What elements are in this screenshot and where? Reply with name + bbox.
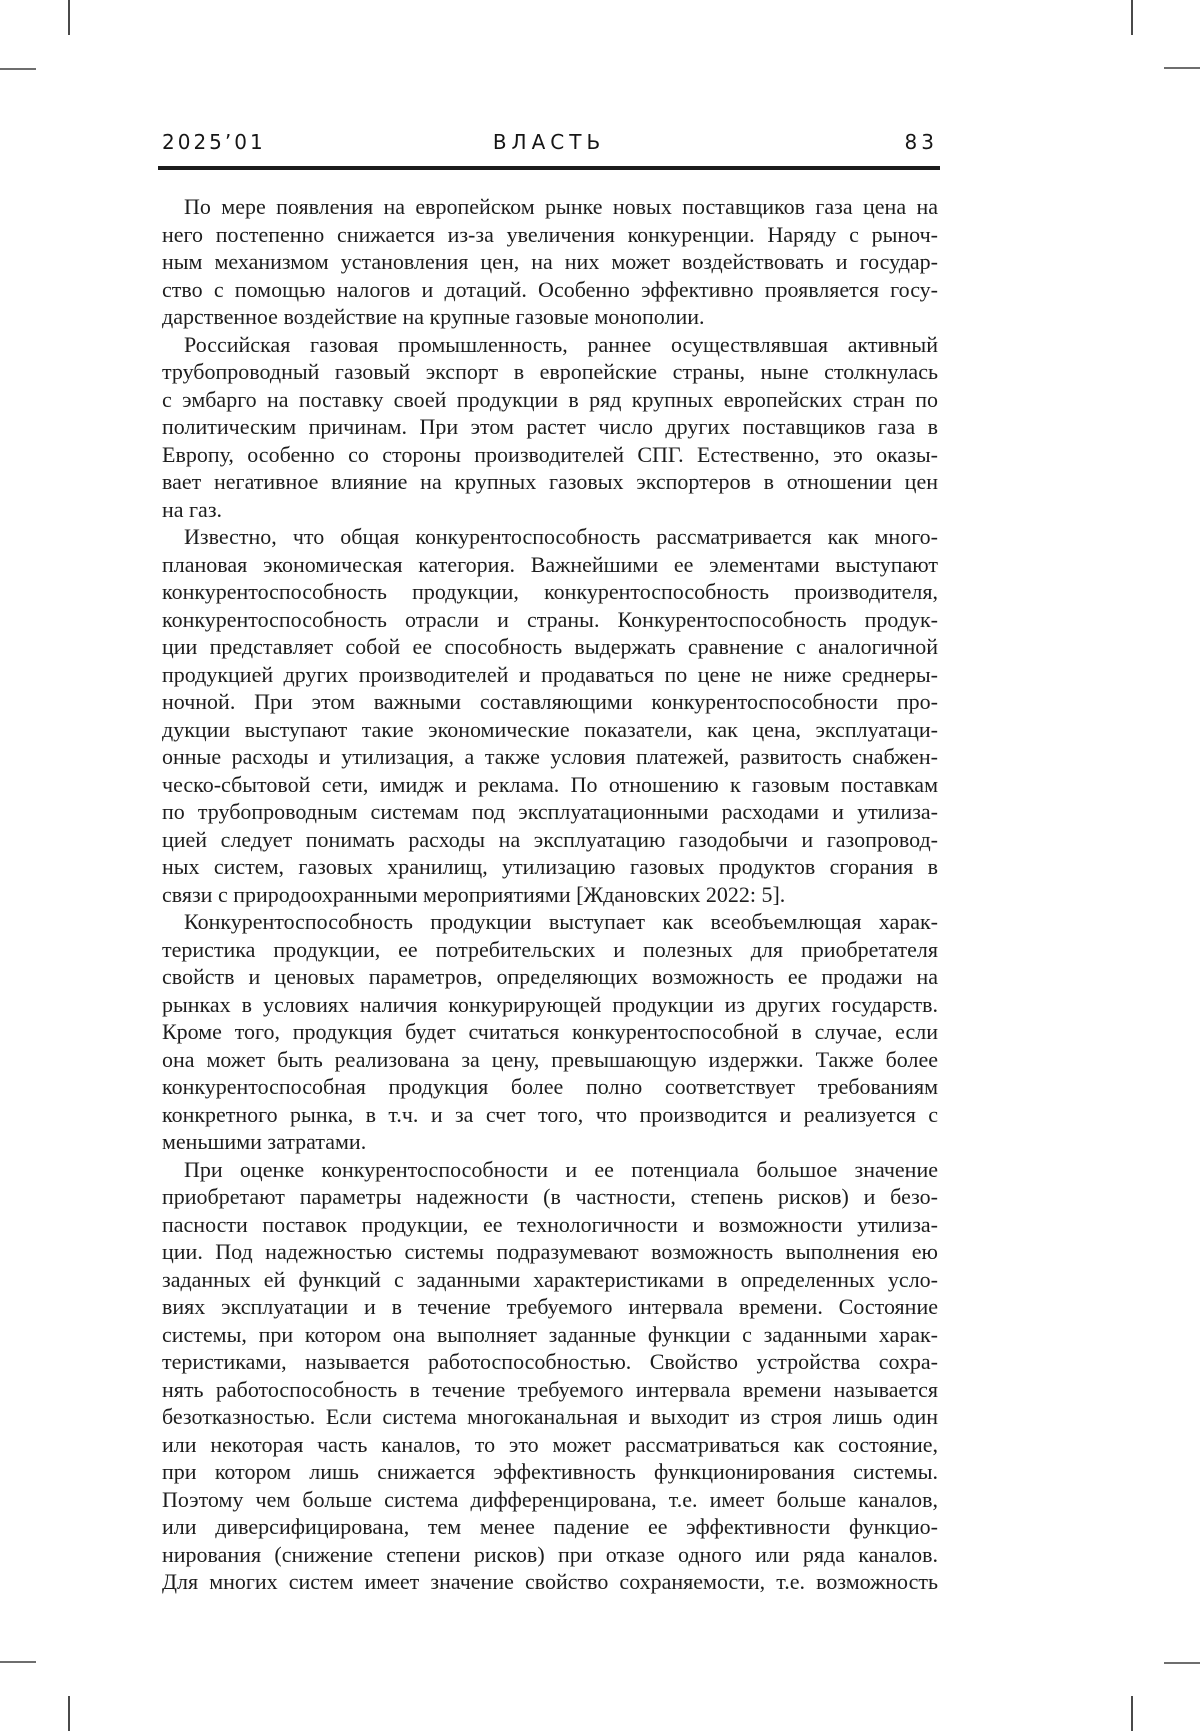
text-line: ночной. При этом важными составляющими конкурентоспособности про- <box>162 689 938 714</box>
journal-title: ВЛАСТЬ <box>492 130 606 154</box>
text-line: По мере появления на европейском рынке новых поставщиков газа цена на <box>184 194 938 219</box>
text-line: онные расходы и утилизация, а также условия платежей, развитость снабжен- <box>162 744 938 769</box>
text-line: при котором лишь снижается эффективность функционирования системы. <box>162 1459 938 1484</box>
text-line: Известно, что общая конкурентоспособность рассматривается как много- <box>184 524 938 549</box>
text-line: безотказностью. Если система многоканальная и выходит из строя лишь один <box>162 1404 938 1429</box>
text-line: Для многих систем имеет значение свойство сохраняемости, т.е. возможность <box>162 1569 938 1594</box>
crop-mark-top-left-vertical <box>68 0 70 35</box>
crop-mark-top-right-vertical <box>1131 0 1133 35</box>
text-line: ции представляет собой ее способность выдержать сравнение с аналогичной <box>162 634 938 659</box>
text-line: пасности поставок продукции, ее технологичности и возможности утилиза- <box>162 1211 938 1237</box>
text-line: вает негативное влияние на крупных газовых экспортеров в отношении цен <box>162 469 938 494</box>
crop-mark-bottom-right-vertical <box>1131 1696 1133 1731</box>
text-line: Российская газовая промышленность, раннее осуществлявшая активный <box>184 331 938 357</box>
text-line: теристиками, называется работоспособностью. Свойство устройства сохра- <box>162 1349 938 1374</box>
text-line: ческо-сбытовой сети, имидж и реклама. По отношению к газовым поставкам <box>162 771 938 797</box>
header-rule <box>158 166 940 170</box>
text-line: Европу, особенно со стороны производителей СПГ. Естественно, это оказы- <box>162 441 938 467</box>
journal-issue: 2025’01 <box>162 130 266 154</box>
crop-mark-bottom-left-vertical <box>68 1696 70 1731</box>
text-line: системы, при котором она выполняет заданные функции с заданными харак- <box>162 1321 938 1347</box>
text-line: Поэтому чем больше система дифференцирована, т.е. имеет больше каналов, <box>162 1486 938 1512</box>
text-line: теристика продукции, ее потребительских и полезных для приобретателя <box>162 936 938 962</box>
crop-mark-bottom-left-horizontal <box>0 1661 36 1663</box>
text-line: дарственное воздействие на крупные газовые монополии. <box>162 304 705 329</box>
text-line: или диверсифицирована, тем менее падение ее эффективности функцио- <box>162 1514 938 1539</box>
text-line: с эмбарго на поставку своей продукции в ряд крупных европейских стран по <box>162 386 938 412</box>
crop-mark-bottom-right-horizontal <box>1164 1662 1200 1664</box>
text-line: ным механизмом установления цен, на них может воздействовать и государ- <box>162 249 938 274</box>
text-line: меньшими затратами. <box>162 1129 367 1154</box>
text-line: ных систем, газовых хранилищ, утилизацию газовых продуктов сгорания в <box>162 854 938 879</box>
text-line: трубопроводный газовый экспорт в европейские страны, ныне столкнулась <box>162 359 938 384</box>
text-line: нирования (снижение степени рисков) при отказе одного или ряда каналов. <box>162 1541 938 1567</box>
text-line: Кроме того, продукция будет считаться конкурентоспособной в случае, если <box>162 1019 938 1044</box>
text-line: по трубопроводным системам под эксплуатационными расходами и утилиза- <box>162 799 938 824</box>
article-body <box>162 193 938 1596</box>
text-line: Конкурентоспособность продукции выступает как всеобъемлющая харак- <box>184 909 938 934</box>
text-line: ство с помощью налогов и дотаций. Особенно эффективно проявляется госу- <box>162 276 938 302</box>
crop-mark-top-right-horizontal <box>1164 67 1200 69</box>
text-line: конкретного рынка, в т.ч. и за счет того, что производится и реализуется с <box>162 1101 938 1127</box>
text-line: При оценке конкурентоспособности и ее потенциала большое значение <box>184 1156 938 1182</box>
text-line: продукцией других производителей и продаваться по цене не ниже среднеры- <box>162 661 938 687</box>
text-line: она может быть реализована за цену, превышающую издержки. Также более <box>162 1046 938 1072</box>
running-head <box>160 128 938 162</box>
text-line: конкурентоспособность отрасли и страны. Конкурентоспособность продук- <box>162 606 938 632</box>
text-line: на газ. <box>162 496 223 522</box>
text-line: дукции выступают такие экономические показатели, как цена, эксплуатаци- <box>162 716 938 742</box>
text-line: плановая экономическая категория. Важнейшими ее элементами выступают <box>162 551 938 577</box>
page-number: 83 <box>904 130 938 154</box>
text-line: рынках в условиях наличия конкурирующей продукции из других государств. <box>162 991 938 1017</box>
text-line: нять работоспособность в течение требуемого интервала времени называется <box>162 1376 938 1402</box>
crop-mark-top-left-horizontal <box>0 68 36 70</box>
text-line: конкурентоспособность продукции, конкурентоспособность производителя, <box>162 579 938 604</box>
text-line: свойств и ценовых параметров, определяющих возможность ее продажи на <box>162 964 938 989</box>
text-line: него постепенно снижается из-за увеличения конкуренции. Наряду с рыноч- <box>162 221 938 247</box>
text-line: заданных ей функций с заданными характеристиками в определенных усло- <box>162 1266 938 1292</box>
text-line: ции. Под надежностью системы подразумевают возможность выполнения ею <box>162 1239 938 1264</box>
text-line: или некоторая часть каналов, то это может рассматриваться как состояние, <box>162 1431 938 1457</box>
text-line: виях эксплуатации и в течение требуемого интервала времени. Состояние <box>162 1294 938 1319</box>
text-line: политическим причинам. При этом растет число других поставщиков газа в <box>162 414 938 439</box>
text-line: конкурентоспособная продукция более полно соответствует требованиям <box>162 1074 938 1099</box>
text-line: цией следует понимать расходы на эксплуатацию газодобычи и газопровод- <box>162 826 938 852</box>
text-line: приобретают параметры надежности (в частности, степень рисков) и безо- <box>162 1184 938 1209</box>
text-line: связи с природоохранными мероприятиями [Ждановских 2022: 5]. <box>162 881 786 907</box>
